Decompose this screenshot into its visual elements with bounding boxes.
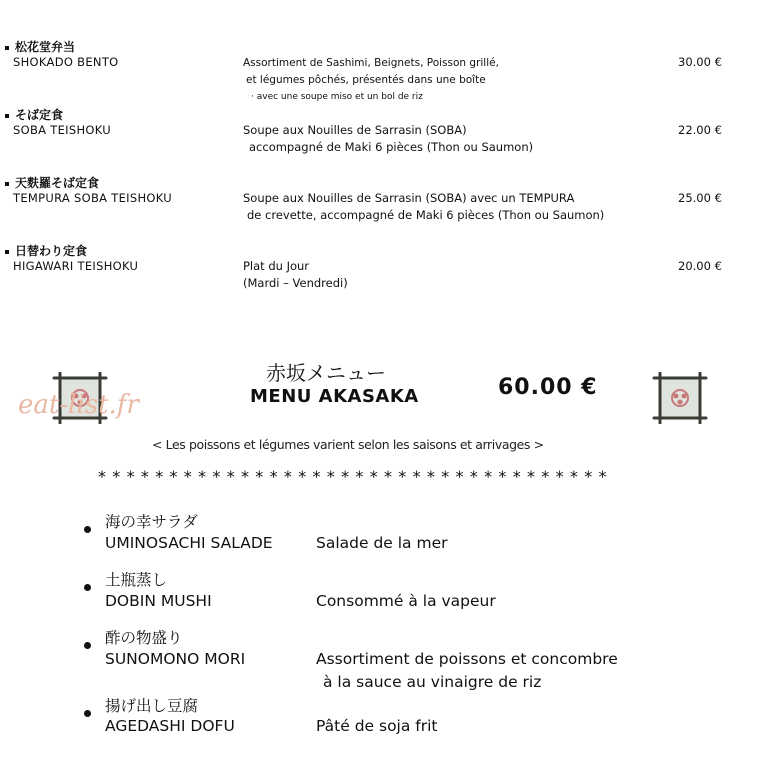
course-desc-line: Consommé à la vapeur — [316, 592, 496, 610]
set-item-jp-name: 天麩羅そば定食 — [5, 174, 99, 191]
bullet-dot — [84, 702, 91, 721]
set-item-desc-line: Soupe aux Nouilles de Sarrasin (SOBA) — [243, 123, 467, 137]
star-divider: ************************************ — [98, 467, 613, 486]
set-item-desc-line: de crevette, accompagné de Maki 6 pièces (Thon ou Saumon) — [247, 208, 605, 222]
seasonal-note: < Les poissons et légumes varient selon les saisons et arrivages > — [152, 437, 544, 452]
course-desc-line: Salade de la mer — [316, 534, 448, 552]
set-item-desc-line: Plat du Jour — [243, 259, 310, 273]
set-item-jp-name: 松花堂弁当 — [5, 38, 75, 55]
bullet-dot — [84, 634, 91, 653]
frame-emblem-icon-right — [652, 372, 708, 428]
bullet-square — [5, 46, 9, 50]
menu-price: 60.00 € — [498, 375, 598, 400]
set-item-price: 25.00 € — [678, 191, 722, 205]
set-item-roman-name: TEMPURA SOBA TEISHOKU — [13, 191, 173, 205]
set-item-price: 30.00 € — [678, 55, 722, 69]
course-desc-line: Pâté de soja frit — [316, 717, 438, 735]
set-item-roman-name: HIGAWARI TEISHOKU — [13, 259, 139, 273]
bullet-square — [5, 250, 9, 254]
course-jp-name: 揚げ出し豆腐 — [105, 697, 199, 715]
course-roman-name: SUNOMONO MORI — [105, 650, 246, 668]
bullet-dot — [84, 518, 91, 537]
course-jp-name: 土瓶蒸し — [105, 571, 168, 589]
bullet-square — [5, 182, 9, 186]
set-item-desc-line: et légumes pôchés, présentés dans une boîte — [246, 74, 486, 86]
course-desc-line: Assortiment de poissons et concombre — [316, 650, 618, 668]
set-item-price: 22.00 € — [678, 123, 722, 137]
watermark-text: eat-list.fr — [18, 390, 139, 420]
course-roman-name: AGEDASHI DOFU — [105, 717, 235, 735]
course-desc-line: à la sauce au vinaigre de riz — [323, 673, 542, 691]
course-roman-name: UMINOSACHI SALADE — [105, 534, 273, 552]
course-jp-name: 海の幸サラダ — [105, 513, 198, 531]
set-item-roman-name: SHOKADO BENTO — [13, 55, 119, 69]
set-item-price: 20.00 € — [678, 259, 722, 273]
course-roman-name: DOBIN MUSHI — [105, 592, 212, 610]
set-item-jp-name: そば定食 — [5, 106, 63, 123]
set-item-desc-line: (Mardi – Vendredi) — [243, 276, 348, 290]
menu-title-jp: 赤坂メニュー — [266, 361, 386, 385]
set-item-desc-line: accompagné de Maki 6 pièces (Thon ou Saumon) — [249, 140, 534, 154]
set-item-desc-line: Soupe aux Nouilles de Sarrasin (SOBA) avec un TEMPURA — [243, 191, 575, 205]
bullet-square — [5, 114, 9, 118]
set-item-desc-line: · avec une soupe miso et un bol de riz — [251, 92, 423, 102]
set-item-roman-name: SOBA TEISHOKU — [13, 123, 111, 137]
set-item-jp-name: 日替わり定食 — [5, 242, 87, 259]
course-jp-name: 酢の物盛り — [105, 629, 183, 647]
menu-title-en: MENU AKASAKA — [250, 386, 419, 407]
set-item-desc-line: Assortiment de Sashimi, Beignets, Poisson grillé, — [243, 57, 499, 69]
bullet-dot — [84, 576, 91, 595]
